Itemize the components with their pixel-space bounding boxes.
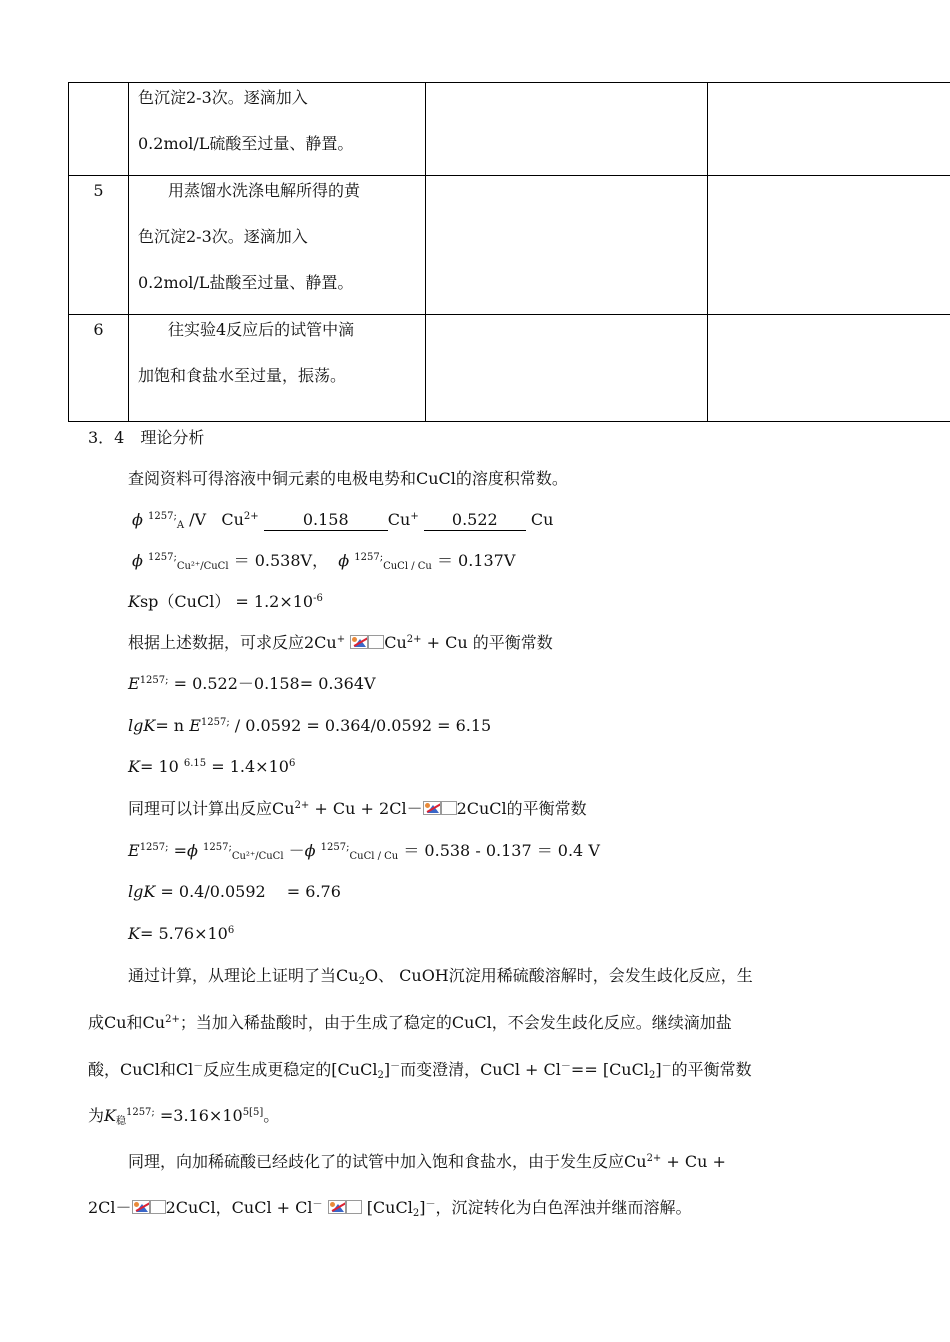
phenomenon-cell bbox=[426, 176, 708, 315]
conclusion-cell bbox=[708, 83, 950, 176]
lgk-1-line: lgK= n $E^{1257;} / 0.0592 = 0.364/0.0592 = 6.15$ bbox=[128, 716, 492, 735]
potential-cu1-cu: 0.522 bbox=[424, 510, 526, 531]
reaction-1-line: 根据上述数据，可求反应2Cu+ $Cu^{2+} + Cu$ 的平衡常数 bbox=[128, 633, 553, 652]
procedure-line: 用蒸馏水洗涤电解所得的黄 bbox=[168, 181, 361, 200]
k-2-line: $K= 5.76\times 10^6$ bbox=[128, 924, 235, 943]
emf-2-line: $E^{1257;} =\phi$ $^{1257;}_{Cu^{2+}/CuCl}$ －ϕ $^{1257;}_{CuCl / Cu}$ ＝ 0.538 - 0.137 ＝ 0.4 V bbox=[128, 841, 600, 862]
paragraph-1-line: 通过计算，从理论上证明了当$Cu_2O$、 CuOH沉淀用稀硫酸溶解时，会发生歧化反应，生 bbox=[128, 966, 753, 987]
procedure-line: 0.2mol/L盐酸至过量、静置。 bbox=[138, 273, 354, 292]
table-row bbox=[69, 315, 950, 422]
conclusion-cell bbox=[708, 176, 950, 315]
procedure-cell bbox=[129, 176, 426, 315]
procedure-line: 往实验4反应后的试管中滴 bbox=[168, 320, 355, 339]
conclusion-cell bbox=[708, 315, 950, 422]
paragraph-2-line: 2Cl－ 2CuCl，CuCl + Cl－ [CuCl$_2$]－，沉淀转化为白色浑浊并继而溶解。 bbox=[88, 1198, 692, 1219]
experiment-table bbox=[68, 82, 950, 422]
procedure-line: 0.2mol/L硫酸至过量、静置。 bbox=[138, 134, 354, 153]
equilibrium-arrow-icon bbox=[423, 801, 457, 815]
procedure-line: 色沉淀2-3次。逐滴加入 bbox=[138, 227, 308, 246]
procedure-line: 色沉淀2-3次。逐滴加入 bbox=[138, 88, 308, 107]
paragraph-1-line: 酸，CuCl和Cl－反应生成更稳定的[CuCl$_2$]－而变澄清，CuCl + Cl－== [CuCl$_2$]－的平衡常数 bbox=[88, 1060, 752, 1081]
phenomenon-cell bbox=[426, 83, 708, 176]
emf-1-line: $E^{1257;} = 0.522-0.158= 0.364V$ bbox=[128, 674, 376, 693]
procedure-line: 加饱和食盐水至过量，振荡。 bbox=[138, 366, 347, 385]
paragraph-2-line: 同理，向加稀硫酸已经歧化了的试管中加入饱和食盐水，由于发生反应$Cu^{2+} + Cu$ + bbox=[128, 1152, 726, 1171]
lgk-2-line: lgK = 0.4/0.0592 = 6.76 bbox=[128, 882, 341, 901]
paragraph-1-line: 成Cu和$Cu^{2+}$；当加入稀盐酸时，由于生成了稳定的CuCl，不会发生歧化反应。继续滴加盐 bbox=[88, 1013, 732, 1032]
potential-cu2-cu1: 0.158 bbox=[264, 510, 388, 531]
standard-potentials: ϕ $^{1257;}_{Cu^{2+}/CuCl}$ ＝ 0.538V， ϕ $^{1257;}_{CuCl / Cu}$ ＝ 0.137V bbox=[132, 551, 516, 572]
row-number-cell: 5 bbox=[69, 176, 129, 315]
table-row bbox=[69, 176, 950, 315]
intro-text: 查阅资料可得溶液中铜元素的电极电势和CuCl的溶度积常数。 bbox=[128, 469, 568, 488]
phenomenon-cell bbox=[426, 315, 708, 422]
ksp-line: Ksp（CuCl） = $1.2\times 10^{-6}$ bbox=[128, 592, 323, 611]
latimer-diagram: ϕ $^{1257;}_A$ /V $Cu^{2+}$ 0.158 Cu+ 0.522 Cu bbox=[132, 510, 554, 531]
row-number-cell: 6 bbox=[69, 315, 129, 422]
paragraph-1-line: 为$K_稳^{1257;} =3.16\times 10^{5[5]}$。 bbox=[88, 1106, 280, 1127]
equilibrium-arrow-icon bbox=[132, 1200, 166, 1214]
equilibrium-arrow-icon bbox=[328, 1200, 362, 1214]
section-heading: 3．4 理论分析 bbox=[88, 428, 205, 447]
procedure-cell bbox=[129, 315, 426, 422]
equilibrium-arrow-icon bbox=[350, 635, 384, 649]
procedure-cell bbox=[129, 83, 426, 176]
table-row bbox=[69, 83, 950, 176]
reaction-2-line: 同理可以计算出反应$Cu^{2+} + Cu + 2Cl-$ 2CuCl的平衡常数 bbox=[128, 799, 587, 818]
row-number-cell bbox=[69, 83, 129, 176]
k-1-line: K= 10 $^{6.15} = 1.4\times 10^6$ bbox=[128, 757, 296, 776]
